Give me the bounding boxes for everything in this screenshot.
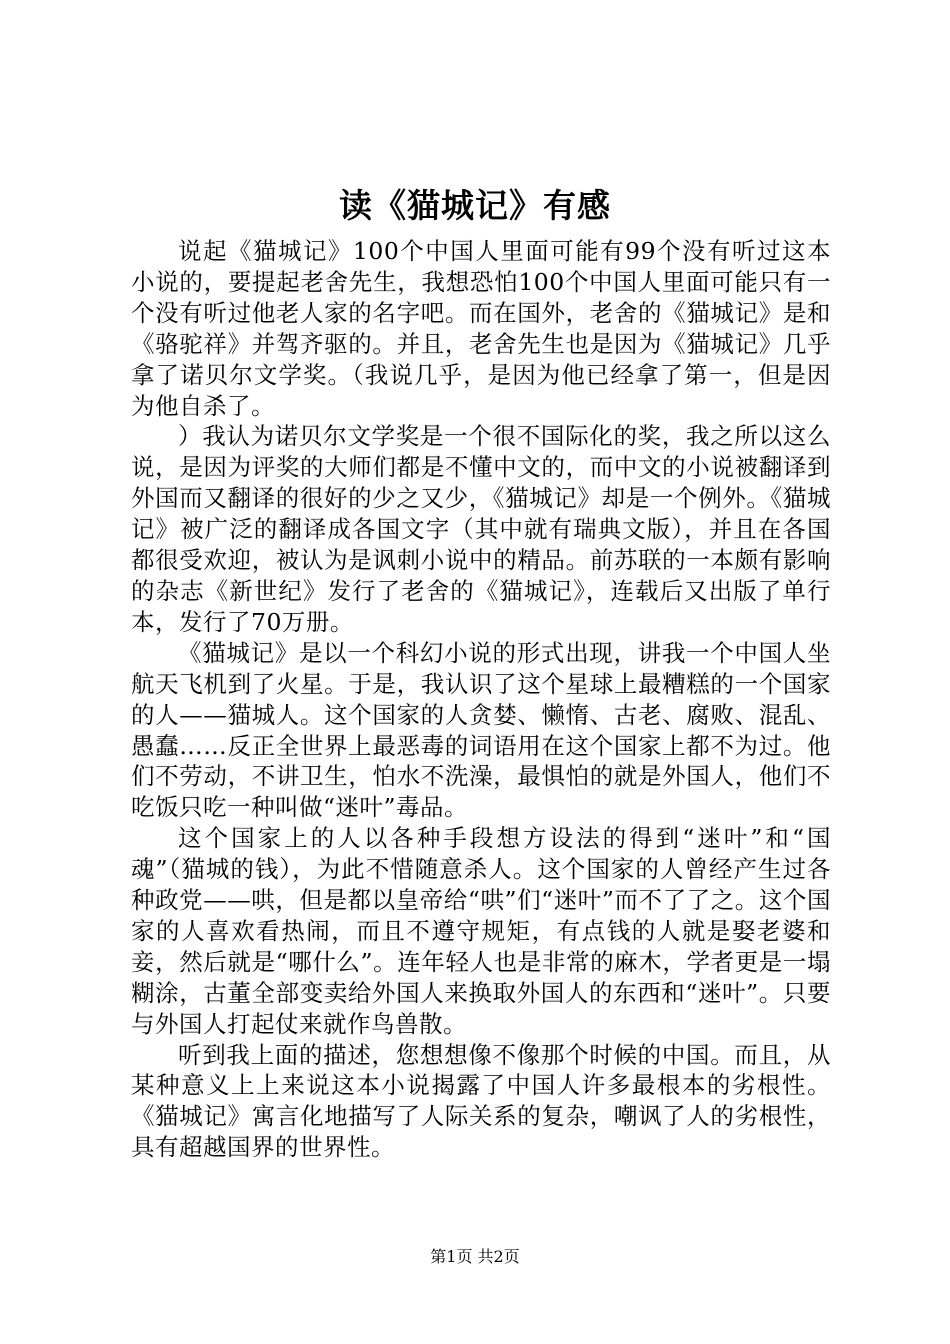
paragraph: ）我认为诺贝尔文学奖是一个很不国际化的奖，我之所以这么说，是因为评奖的大师们都是不懂中文的，而中文的小说被翻译到外国而又翻译的很好的少之又少，《猫城记》却是一个例外。《猫城记》被广泛的翻译成各国文字（其中就有瑞典文版），并且在各国都很受欢迎，被认为是讽刺小说中的精品。前苏联的一本颇有影响的杂志《新世纪》发行了老舍的《猫城记》，连载后又出版了单行本，发行了70万册。: [131, 422, 831, 636]
document-body: [131, 236, 831, 1163]
paragraph: 这个国家上的人以各种手段想方设法的得到“迷叶”和“国魂”（猫城的钱），为此不惜随意杀人。这个国家的人曾经产生过各种政党——哄，但是都以皇帝给“哄”们“迷叶”而不了了之。这个国家的人喜欢看热闹，而且不遵守规矩，有点钱的人就是娶老婆和妾，然后就是“哪什么”。连年轻人也是非常的麻木，学者更是一塌糊涂，古董全部变卖给外国人来换取外国人的东西和“迷叶”。只要与外国人打起仗来就作鸟兽散。: [131, 824, 831, 1038]
paragraph: 说起《猫城记》100个中国人里面可能有99个没有听过这本小说的，要提起老舍先生，我想恐怕100个中国人里面可能只有一个没有听过他老人家的名字吧。而在国外，老舍的《猫城记》是和《骆驼祥》并驾齐驱的。并且，老舍先生也是因为《猫城记》几乎拿了诺贝尔文学奖。（我说几乎，是因为他已经拿了第一，但是因为他自杀了。: [131, 237, 831, 420]
paragraph: 听到我上面的描述，您想想像不像那个时候的中国。而且，从某种意义上上来说这本小说揭露了中国人许多最根本的劣根性。《猫城记》寓言化地描写了人际关系的复杂，嘲讽了人的劣根性，具有超越国界的世界性。: [131, 1040, 831, 1162]
document-title: 读《猫城记》有感: [339, 186, 611, 225]
paragraph: 《猫城记》是以一个科幻小说的形式出现，讲我一个中国人坐航天飞机到了火星。于是，我认识了这个星球上最糟糕的一个国家的人——猫城人。这个国家的人贪婪、懒惰、古老、腐败、混乱、愚蠢……反正全世界上最恶毒的词语用在这个国家上都不为过。他们不劳动，不讲卫生，怕水不洗澡，最惧怕的就是外国人，他们不吃饭只吃一种叫做“迷叶”毒品。: [131, 638, 831, 822]
page-footer: 第1页 共2页: [430, 1247, 520, 1266]
